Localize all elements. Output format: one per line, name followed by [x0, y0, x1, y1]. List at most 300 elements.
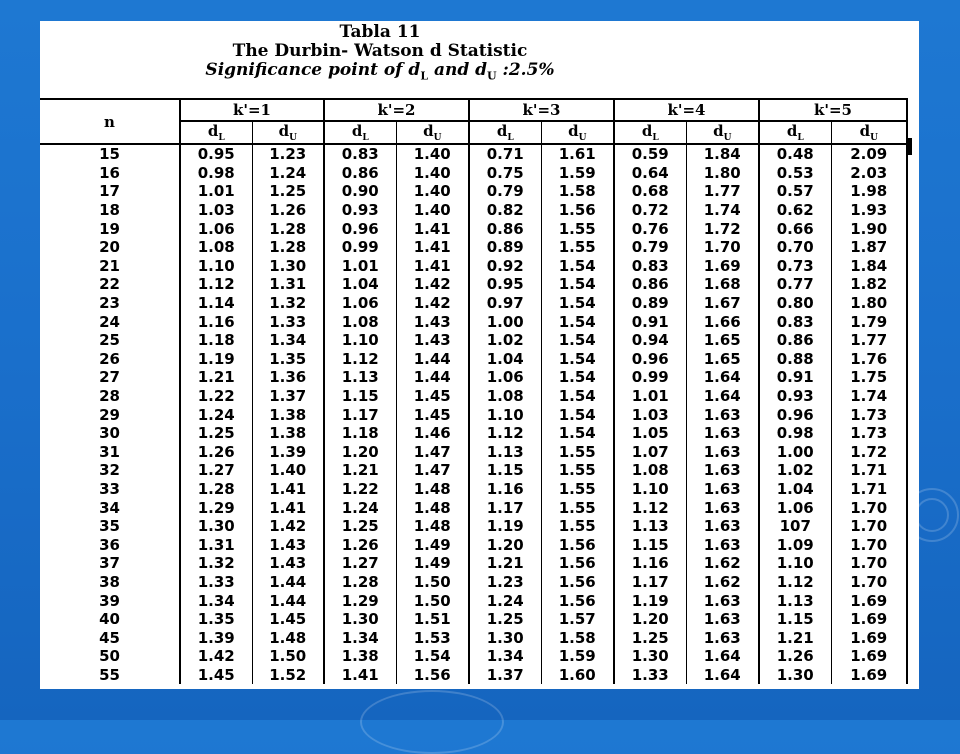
cell-dl-k5: 0.62 — [759, 201, 831, 220]
cell-dl-k1: 1.25 — [180, 424, 252, 443]
cell-dl-k2: 1.08 — [324, 312, 396, 331]
cell-dl-k4: 1.07 — [614, 443, 686, 462]
cell-du-k2: 1.49 — [396, 554, 469, 573]
cell-du-k5: 2.03 — [831, 164, 907, 183]
cell-du-k1: 1.34 — [252, 331, 324, 350]
cell-dl-k3: 0.75 — [469, 164, 541, 183]
cell-du-k4: 1.65 — [686, 350, 759, 369]
cell-dl-k3: 1.10 — [469, 405, 541, 424]
cell-du-k2: 1.40 — [396, 144, 469, 164]
cell-du-k2: 1.51 — [396, 610, 469, 629]
cell-dl-k4: 0.94 — [614, 331, 686, 350]
cell-dl-k4: 0.59 — [614, 144, 686, 164]
cell-dl-k3: 1.17 — [469, 498, 541, 517]
cell-du-k2: 1.53 — [396, 628, 469, 647]
cell-n: 17 — [99, 182, 120, 201]
cell-du-k1: 1.52 — [252, 666, 324, 685]
cell-dl-k1: 1.24 — [180, 405, 252, 424]
cell-du-k2: 1.56 — [396, 666, 469, 685]
cell-dl-k4: 1.25 — [614, 628, 686, 647]
cell-dl-k5: 1.12 — [759, 573, 831, 592]
cell-dl-k5: 0.57 — [759, 182, 831, 201]
cell-du-k3: 1.54 — [541, 331, 614, 350]
table-row — [40, 628, 907, 647]
cell-du-k2: 1.41 — [396, 219, 469, 238]
cell-du-k2: 1.41 — [396, 257, 469, 276]
table-row — [40, 368, 907, 387]
cell-du-k5: 1.70 — [831, 517, 907, 536]
table-row — [40, 312, 907, 331]
cell-du-k4: 1.63 — [686, 480, 759, 499]
cell-n: 55 — [99, 665, 120, 684]
cell-du-k1: 1.35 — [252, 350, 324, 369]
cell-dl-k2: 0.83 — [324, 144, 396, 164]
cell-du-k3: 1.59 — [541, 647, 614, 666]
cell-du-k2: 1.48 — [396, 517, 469, 536]
cell-du-k5: 1.84 — [831, 257, 907, 276]
column-header-k2: k'=2 — [324, 99, 469, 121]
cell-dl-k2: 1.13 — [324, 368, 396, 387]
cell-dl-k3: 0.92 — [469, 257, 541, 276]
cell-dl-k3: 1.20 — [469, 535, 541, 554]
table-row — [40, 610, 907, 629]
table-row — [40, 405, 907, 424]
subheader-du-k5: $d_U$ — [831, 121, 907, 144]
cell-n: 39 — [99, 591, 120, 610]
table-row — [40, 554, 907, 573]
cell-du-k4: 1.80 — [686, 164, 759, 183]
cell-du-k2: 1.44 — [396, 368, 469, 387]
subheader-du-k4: $d_U$ — [686, 121, 759, 144]
cell-du-k1: 1.25 — [252, 182, 324, 201]
cell-dl-k4: 1.01 — [614, 387, 686, 406]
cell-dl-k4: 0.79 — [614, 238, 686, 257]
cell-du-k2: 1.54 — [396, 647, 469, 666]
cell-du-k4: 1.64 — [686, 387, 759, 406]
table-row — [40, 443, 907, 462]
cell-dl-k5: 0.80 — [759, 294, 831, 313]
cell-dl-k4: 0.91 — [614, 312, 686, 331]
cell-du-k1: 1.33 — [252, 312, 324, 331]
cell-dl-k1: 1.45 — [180, 666, 252, 685]
cell-du-k2: 1.40 — [396, 201, 469, 220]
cell-du-k3: 1.55 — [541, 517, 614, 536]
cell-du-k4: 1.63 — [686, 517, 759, 536]
cell-du-k3: 1.54 — [541, 387, 614, 406]
cell-dl-k3: 1.19 — [469, 517, 541, 536]
cell-n: 16 — [99, 163, 120, 182]
cell-du-k1: 1.37 — [252, 387, 324, 406]
table-row — [40, 424, 907, 443]
cell-dl-k5: 0.86 — [759, 331, 831, 350]
cell-du-k4: 1.64 — [686, 368, 759, 387]
cell-dl-k2: 1.38 — [324, 647, 396, 666]
cell-dl-k5: 1.02 — [759, 461, 831, 480]
cell-dl-k1: 1.16 — [180, 312, 252, 331]
cell-dl-k5: 0.77 — [759, 275, 831, 294]
cell-dl-k3: 1.00 — [469, 312, 541, 331]
cell-n: 33 — [99, 479, 120, 498]
cell-dl-k2: 1.27 — [324, 554, 396, 573]
column-header-k4: k'=4 — [614, 99, 759, 121]
table-number: Tabla 11 — [339, 22, 421, 42]
cell-du-k5: 1.98 — [831, 182, 907, 201]
table-row — [40, 219, 907, 238]
cell-du-k3: 1.56 — [541, 591, 614, 610]
cell-dl-k2: 1.25 — [324, 517, 396, 536]
cell-dl-k1: 1.34 — [180, 591, 252, 610]
cell-dl-k3: 1.02 — [469, 331, 541, 350]
cell-du-k5: 1.76 — [831, 350, 907, 369]
column-header-k1: k'=1 — [180, 99, 324, 121]
cell-dl-k4: 0.68 — [614, 182, 686, 201]
cell-du-k3: 1.54 — [541, 350, 614, 369]
cell-dl-k5: 0.48 — [759, 144, 831, 164]
cell-n: 20 — [99, 238, 120, 257]
cell-du-k5: 1.93 — [831, 201, 907, 220]
cell-du-k3: 1.55 — [541, 238, 614, 257]
cell-du-k3: 1.59 — [541, 164, 614, 183]
cell-dl-k3: 0.97 — [469, 294, 541, 313]
cell-dl-k4: 0.86 — [614, 275, 686, 294]
cell-dl-k1: 1.29 — [180, 498, 252, 517]
cell-dl-k5: 0.96 — [759, 405, 831, 424]
cell-dl-k5: 107 — [759, 517, 831, 536]
cell-n: 38 — [99, 572, 120, 591]
cell-dl-k4: 1.10 — [614, 480, 686, 499]
cell-dl-k1: 1.08 — [180, 238, 252, 257]
cell-dl-k3: 0.82 — [469, 201, 541, 220]
cell-dl-k2: 1.17 — [324, 405, 396, 424]
cell-du-k3: 1.54 — [541, 257, 614, 276]
cell-du-k4: 1.63 — [686, 461, 759, 480]
table-row — [40, 257, 907, 276]
cell-n: 40 — [99, 610, 120, 629]
cell-dl-k5: 0.83 — [759, 312, 831, 331]
cell-dl-k3: 0.71 — [469, 144, 541, 164]
cell-n: 27 — [99, 368, 120, 387]
cell-du-k3: 1.54 — [541, 294, 614, 313]
decorative-swirl — [915, 498, 949, 532]
cell-n: 31 — [99, 442, 120, 461]
cell-du-k2: 1.49 — [396, 535, 469, 554]
cell-dl-k3: 1.08 — [469, 387, 541, 406]
cell-du-k1: 1.44 — [252, 573, 324, 592]
cell-du-k5: 1.70 — [831, 535, 907, 554]
cell-dl-k2: 1.30 — [324, 610, 396, 629]
cell-n: 30 — [99, 424, 120, 443]
cell-dl-k5: 0.91 — [759, 368, 831, 387]
cell-dl-k4: 1.19 — [614, 591, 686, 610]
column-header-k3: k'=3 — [469, 99, 614, 121]
subheader-dl-k3: $d_L$ — [469, 121, 541, 144]
cell-du-k4: 1.64 — [686, 666, 759, 685]
cell-n: 35 — [99, 517, 120, 536]
cell-du-k3: 1.60 — [541, 666, 614, 685]
cell-dl-k4: 0.89 — [614, 294, 686, 313]
cell-dl-k5: 1.10 — [759, 554, 831, 573]
table-row — [40, 517, 907, 536]
cell-du-k1: 1.45 — [252, 610, 324, 629]
cell-du-k4: 1.69 — [686, 257, 759, 276]
table-image — [40, 21, 919, 689]
cell-n: 29 — [99, 405, 120, 424]
cell-dl-k1: 1.33 — [180, 573, 252, 592]
cell-dl-k1: 1.19 — [180, 350, 252, 369]
cell-du-k1: 1.32 — [252, 294, 324, 313]
cell-du-k5: 1.74 — [831, 387, 907, 406]
cell-dl-k2: 0.96 — [324, 219, 396, 238]
cell-dl-k1: 1.22 — [180, 387, 252, 406]
cell-dl-k2: 1.21 — [324, 461, 396, 480]
cell-dl-k1: 1.06 — [180, 219, 252, 238]
table-row — [40, 387, 907, 406]
cell-du-k1: 1.24 — [252, 164, 324, 183]
cell-dl-k3: 1.04 — [469, 350, 541, 369]
cell-du-k5: 1.71 — [831, 461, 907, 480]
cell-n: 36 — [99, 535, 120, 554]
cell-dl-k5: 1.04 — [759, 480, 831, 499]
cell-dl-k5: 1.21 — [759, 628, 831, 647]
cell-dl-k1: 1.21 — [180, 368, 252, 387]
cell-du-k2: 1.42 — [396, 275, 469, 294]
cell-n: 50 — [99, 647, 120, 666]
cell-dl-k1: 1.32 — [180, 554, 252, 573]
cell-dl-k3: 1.13 — [469, 443, 541, 462]
cell-dl-k4: 0.72 — [614, 201, 686, 220]
table-row — [40, 331, 907, 350]
cell-dl-k2: 0.86 — [324, 164, 396, 183]
cell-dl-k2: 1.20 — [324, 443, 396, 462]
cell-du-k4: 1.63 — [686, 610, 759, 629]
cell-dl-k1: 1.39 — [180, 628, 252, 647]
table-row — [40, 275, 907, 294]
cell-dl-k3: 0.79 — [469, 182, 541, 201]
cell-dl-k1: 1.03 — [180, 201, 252, 220]
cell-dl-k2: 1.24 — [324, 498, 396, 517]
cell-dl-k4: 1.08 — [614, 461, 686, 480]
cell-dl-k1: 1.42 — [180, 647, 252, 666]
cell-du-k1: 1.30 — [252, 257, 324, 276]
cell-du-k4: 1.84 — [686, 144, 759, 164]
cell-du-k4: 1.63 — [686, 498, 759, 517]
cell-dl-k3: 1.23 — [469, 573, 541, 592]
cell-dl-k4: 0.99 — [614, 368, 686, 387]
cell-du-k1: 1.26 — [252, 201, 324, 220]
cell-du-k2: 1.45 — [396, 405, 469, 424]
subheader-dl-k1: $d_L$ — [180, 121, 252, 144]
subheader-dl-k2: $d_L$ — [324, 121, 396, 144]
cell-dl-k1: 1.28 — [180, 480, 252, 499]
subheader-du-k3: $d_U$ — [541, 121, 614, 144]
cell-du-k4: 1.74 — [686, 201, 759, 220]
cell-du-k1: 1.31 — [252, 275, 324, 294]
cell-du-k1: 1.43 — [252, 554, 324, 573]
cell-dl-k3: 1.30 — [469, 628, 541, 647]
cell-du-k1: 1.48 — [252, 628, 324, 647]
cell-dl-k4: 1.13 — [614, 517, 686, 536]
cell-du-k2: 1.50 — [396, 591, 469, 610]
cell-dl-k2: 1.26 — [324, 535, 396, 554]
column-header-n: n — [40, 99, 180, 144]
cell-n: 19 — [99, 219, 120, 238]
cell-dl-k2: 1.29 — [324, 591, 396, 610]
cell-dl-k2: 1.10 — [324, 331, 396, 350]
cell-n: 23 — [99, 294, 120, 313]
cell-du-k3: 1.54 — [541, 424, 614, 443]
cell-dl-k4: 1.12 — [614, 498, 686, 517]
subheader-dl-k4: $d_L$ — [614, 121, 686, 144]
cell-du-k2: 1.50 — [396, 573, 469, 592]
cell-du-k3: 1.55 — [541, 498, 614, 517]
table-subtitle: Significance point of $d_L$ and $d_U$ :2.5% — [205, 60, 555, 83]
cell-du-k4: 1.66 — [686, 312, 759, 331]
cell-n: 45 — [99, 628, 120, 647]
cell-du-k5: 1.82 — [831, 275, 907, 294]
cell-du-k3: 1.58 — [541, 182, 614, 201]
cell-du-k3: 1.56 — [541, 535, 614, 554]
cell-du-k2: 1.47 — [396, 443, 469, 462]
cell-dl-k1: 0.95 — [180, 144, 252, 164]
cell-dl-k4: 0.64 — [614, 164, 686, 183]
subheader-dl-k5: $d_L$ — [759, 121, 831, 144]
cell-du-k2: 1.46 — [396, 424, 469, 443]
cell-dl-k5: 0.53 — [759, 164, 831, 183]
cell-du-k3: 1.55 — [541, 219, 614, 238]
column-header-k5: k'=5 — [759, 99, 907, 121]
cell-du-k2: 1.40 — [396, 182, 469, 201]
table-row — [40, 591, 907, 610]
cell-dl-k2: 1.15 — [324, 387, 396, 406]
cell-du-k3: 1.55 — [541, 461, 614, 480]
cell-dl-k5: 0.88 — [759, 350, 831, 369]
cell-dl-k1: 1.30 — [180, 517, 252, 536]
table-row — [40, 461, 907, 480]
cell-du-k5: 1.73 — [831, 424, 907, 443]
cell-dl-k4: 1.17 — [614, 573, 686, 592]
cell-dl-k4: 0.96 — [614, 350, 686, 369]
cell-dl-k4: 1.16 — [614, 554, 686, 573]
cell-du-k5: 1.79 — [831, 312, 907, 331]
cell-dl-k2: 0.93 — [324, 201, 396, 220]
cell-du-k3: 1.54 — [541, 405, 614, 424]
cell-du-k2: 1.43 — [396, 331, 469, 350]
cell-du-k3: 1.56 — [541, 554, 614, 573]
cell-dl-k3: 1.24 — [469, 591, 541, 610]
cell-dl-k5: 0.66 — [759, 219, 831, 238]
cell-dl-k3: 1.37 — [469, 666, 541, 685]
cell-dl-k3: 0.89 — [469, 238, 541, 257]
cell-du-k4: 1.63 — [686, 628, 759, 647]
cell-dl-k2: 1.34 — [324, 628, 396, 647]
cell-n: 18 — [99, 201, 120, 220]
cell-du-k1: 1.40 — [252, 461, 324, 480]
cell-du-k5: 1.69 — [831, 666, 907, 685]
cell-du-k5: 1.80 — [831, 294, 907, 313]
cell-du-k5: 1.72 — [831, 443, 907, 462]
cell-du-k4: 1.68 — [686, 275, 759, 294]
cell-dl-k5: 1.30 — [759, 666, 831, 685]
cell-dl-k5: 0.73 — [759, 257, 831, 276]
cell-du-k5: 1.69 — [831, 610, 907, 629]
cell-du-k2: 1.41 — [396, 238, 469, 257]
cell-du-k5: 1.70 — [831, 498, 907, 517]
cell-dl-k2: 1.04 — [324, 275, 396, 294]
table-row — [40, 238, 907, 257]
cell-dl-k4: 1.15 — [614, 535, 686, 554]
cell-dl-k2: 1.22 — [324, 480, 396, 499]
cell-du-k5: 1.70 — [831, 573, 907, 592]
cell-du-k3: 1.54 — [541, 368, 614, 387]
table-title: The Durbin- Watson d Statistic — [232, 41, 528, 61]
cell-du-k5: 2.09 — [831, 144, 907, 164]
cell-du-k2: 1.40 — [396, 164, 469, 183]
cell-du-k1: 1.28 — [252, 238, 324, 257]
table-row — [40, 294, 907, 313]
cell-du-k2: 1.48 — [396, 480, 469, 499]
cell-du-k2: 1.43 — [396, 312, 469, 331]
cell-du-k1: 1.36 — [252, 368, 324, 387]
cell-dl-k2: 1.12 — [324, 350, 396, 369]
cell-dl-k5: 1.13 — [759, 591, 831, 610]
subheader-du-k2: $d_U$ — [396, 121, 469, 144]
cell-dl-k1: 1.12 — [180, 275, 252, 294]
cell-dl-k4: 0.76 — [614, 219, 686, 238]
cell-du-k2: 1.42 — [396, 294, 469, 313]
cell-du-k2: 1.47 — [396, 461, 469, 480]
cell-dl-k3: 0.95 — [469, 275, 541, 294]
cell-du-k5: 1.90 — [831, 219, 907, 238]
cell-du-k5: 1.69 — [831, 591, 907, 610]
cell-dl-k1: 1.10 — [180, 257, 252, 276]
cell-n: 15 — [99, 145, 120, 164]
cell-du-k5: 1.77 — [831, 331, 907, 350]
table-row — [40, 647, 907, 666]
table-row — [40, 480, 907, 499]
subheader-du-k1: $d_U$ — [252, 121, 324, 144]
cell-du-k3: 1.55 — [541, 443, 614, 462]
cell-n: 22 — [99, 275, 120, 294]
cell-du-k4: 1.63 — [686, 424, 759, 443]
crop-edge — [40, 685, 919, 689]
cell-du-k5: 1.87 — [831, 238, 907, 257]
cell-dl-k4: 1.20 — [614, 610, 686, 629]
table-row — [40, 350, 907, 369]
cell-du-k1: 1.39 — [252, 443, 324, 462]
cell-du-k4: 1.67 — [686, 294, 759, 313]
cell-dl-k4: 1.30 — [614, 647, 686, 666]
cell-du-k1: 1.41 — [252, 498, 324, 517]
cell-du-k5: 1.71 — [831, 480, 907, 499]
header-row-k — [40, 99, 907, 121]
cell-du-k5: 1.73 — [831, 405, 907, 424]
cell-dl-k5: 0.98 — [759, 424, 831, 443]
cell-dl-k2: 1.18 — [324, 424, 396, 443]
table-row — [40, 498, 907, 517]
cell-du-k1: 1.23 — [252, 144, 324, 164]
cell-dl-k4: 1.05 — [614, 424, 686, 443]
cell-dl-k3: 1.16 — [469, 480, 541, 499]
cell-n: 37 — [99, 554, 120, 573]
cell-du-k4: 1.77 — [686, 182, 759, 201]
cell-n: 26 — [99, 349, 120, 368]
cell-dl-k5: 1.00 — [759, 443, 831, 462]
cell-du-k1: 1.41 — [252, 480, 324, 499]
cell-du-k3: 1.58 — [541, 628, 614, 647]
cell-du-k4: 1.63 — [686, 443, 759, 462]
cell-du-k2: 1.45 — [396, 387, 469, 406]
cell-du-k1: 1.42 — [252, 517, 324, 536]
